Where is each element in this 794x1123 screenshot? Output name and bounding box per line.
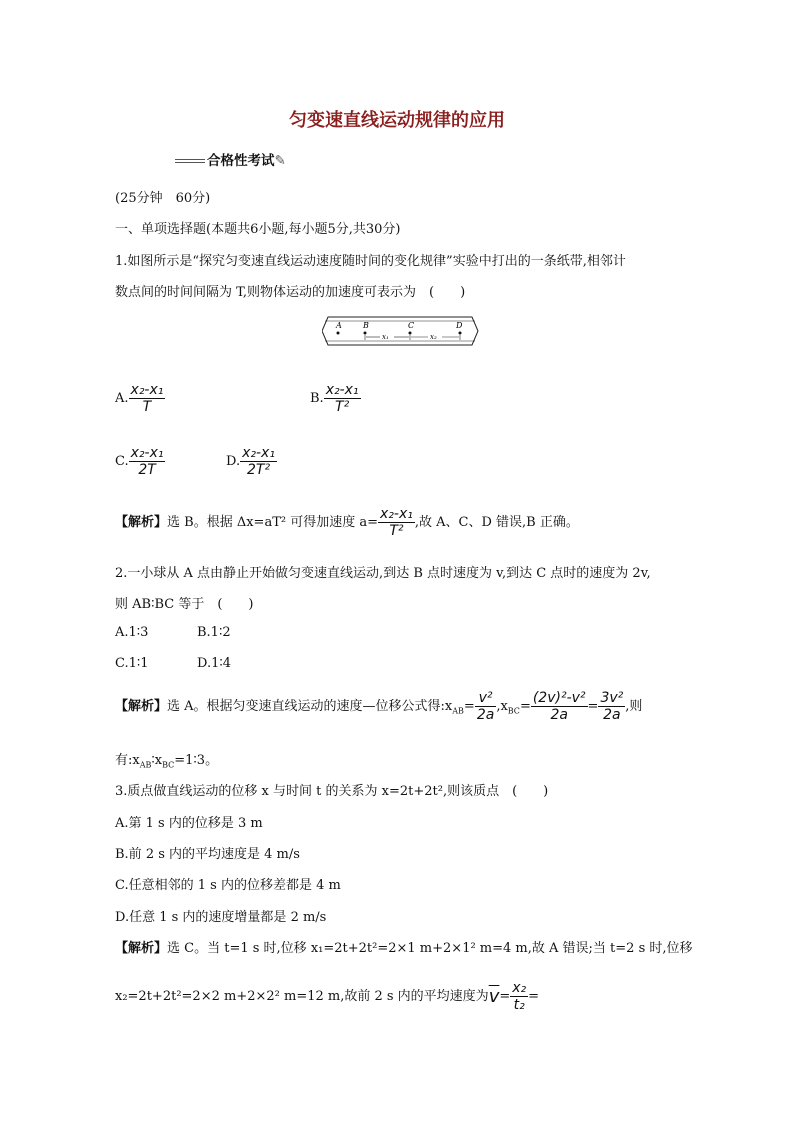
paper-tape-figure (322, 315, 482, 351)
analysis-line2-mid: ∶x (151, 753, 163, 768)
frac-den: T² (389, 523, 404, 540)
section-label: 合格性考试 (207, 153, 275, 169)
q3-option-c: C.任意相邻的 1 s 内的位移差都是 4 m (115, 878, 341, 893)
q1-analysis (115, 506, 579, 539)
equals: = (519, 699, 531, 715)
tape-point-a (337, 332, 340, 335)
q3-stem: 3.质点做直线运动的位移 x 与时间 t 的关系为 x=2t+2t²,则该质点 ( ) (115, 784, 549, 799)
frac-den: t₂ (513, 997, 525, 1014)
analysis-fraction (510, 980, 528, 1013)
q2-analysis-line2 (115, 749, 218, 770)
frac-num: x₂-x₁ (325, 382, 359, 398)
analysis-mark: 【解析】 (115, 699, 168, 715)
q2-analysis (115, 690, 642, 723)
frac-den: 2T (138, 462, 156, 479)
frac-num: (2v)²-v² (532, 690, 586, 706)
frac-den: T (142, 399, 152, 416)
equals: = (587, 699, 599, 715)
page-title: 匀变速直线运动规律的应用 (289, 110, 505, 131)
q1-stem-line1: 1.如图所示是“探究匀变速直线运动速度随时间的变化规律”实验中打出的一条纸带,相邻计 (115, 254, 626, 269)
q1-option-b (310, 382, 361, 415)
q3-option-a: A.第 1 s 内的位移是 3 m (115, 816, 263, 831)
tape-x1: x₁ (382, 333, 389, 341)
frac-den: 2a (550, 707, 568, 724)
q3-option-b: B.前 2 s 内的平均速度是 4 m/s (115, 847, 300, 862)
analysis-mid: ,x (496, 699, 508, 715)
tape-label-a: A (336, 321, 342, 330)
equals: = (499, 989, 511, 1005)
analysis-mark: 【解析】 (115, 515, 168, 531)
q2-option-c: C.1∶1 (115, 656, 149, 671)
fraction-1 (475, 690, 497, 723)
paper-tape-svg (322, 315, 482, 347)
equals: = (463, 699, 475, 715)
section-bar (175, 159, 205, 163)
tape-point-c (409, 332, 412, 335)
fraction-3 (598, 690, 625, 723)
q1-option-d (226, 445, 277, 478)
q1-stem-line2: 数点间的时间间隔为 T,则物体运动的加速度可表示为 ( ) (115, 285, 466, 300)
frac-den: 2a (476, 707, 495, 724)
option-label: D. (226, 454, 241, 470)
frac-den: T² (335, 399, 350, 416)
analysis-text: x₂=2t+2t²=2×2 m+2×2² m=12 m,故前 2 s 内的平均速度为 (115, 989, 489, 1005)
frac-num: v² (475, 690, 497, 707)
analysis-text: 选 A。根据匀变速直线运动的速度—位移公式得:x (167, 699, 453, 715)
frac-num: x₂-x₁ (380, 506, 413, 522)
equals-end: = (528, 989, 540, 1005)
tape-point-b (364, 332, 367, 335)
option-fraction (324, 382, 361, 415)
q1-option-c (115, 445, 165, 478)
option-label: A. (115, 391, 129, 407)
option-label: B. (310, 391, 324, 407)
tape-x2: x₂ (430, 333, 437, 341)
frac-num: x₂-x₁ (130, 382, 164, 398)
tape-label-b: B (363, 321, 369, 330)
analysis-tail: ,则 (625, 699, 643, 715)
analysis-text: 选 B。根据 Δx=aT² 可得加速度 a= (167, 515, 378, 531)
section-header (175, 149, 286, 169)
q2-option-b: B.1∶2 (197, 625, 231, 640)
q3-option-d: D.任意 1 s 内的速度增量都是 2 m/s (115, 910, 327, 925)
q2-stem-line2: 则 AB∶BC 等于 ( ) (115, 597, 254, 612)
frac-num: x₂-x₁ (130, 445, 164, 461)
q2-option-d: D.1∶4 (197, 656, 232, 671)
q1-option-a (115, 382, 165, 415)
analysis-mark: 【解析】 (115, 941, 168, 956)
frac-num: 3v² (600, 690, 624, 706)
option-fraction (240, 445, 277, 478)
frac-den: 2a (603, 707, 621, 724)
analysis-line2-start: 有:x (115, 753, 140, 768)
analysis-fraction (378, 506, 415, 539)
fraction-2 (531, 690, 588, 723)
mean-velocity-symbol: $\overline{v}$ (488, 986, 500, 1008)
q3-analysis-line1 (115, 937, 693, 956)
frac-num: x₂-x₁ (242, 445, 275, 461)
analysis-line2-end: =1∶3。 (174, 753, 219, 768)
sub-bc: BC (162, 760, 175, 770)
pencil-icon: ✎ (274, 153, 286, 169)
sub-bc: BC (507, 706, 520, 716)
frac-den: 2T² (246, 462, 271, 479)
q3-analysis-line2 (115, 980, 539, 1013)
tape-label-c: C (408, 321, 415, 330)
option-fraction (129, 445, 166, 478)
sub-ab: AB (452, 706, 464, 716)
analysis-text: 选 C。当 t=1 s 时,位移 x₁=2t+2t²=2×1 m+2×1² m=4 m,故 A 错误;当 t=2 s 时,位移 (167, 941, 693, 956)
analysis-text-end: ,故 A、C、D 错误,B 正确。 (414, 515, 579, 531)
tape-point-d (459, 332, 462, 335)
option-fraction (129, 382, 166, 415)
option-label: C. (115, 454, 129, 470)
tape-label-d: D (456, 321, 463, 330)
part-heading: 一、单项选择题(本题共6小题,每小题5分,共30分) (115, 222, 401, 237)
time-score: (25分钟 60分) (115, 191, 211, 206)
q2-stem-line1: 2.一小球从 A 点由静止开始做匀变速直线运动,到达 B 点时速度为 v,到达 C 点时的速度为 2v, (115, 566, 651, 581)
frac-num: x₂ (512, 980, 527, 996)
sub-ab: AB (139, 760, 152, 770)
q2-option-a: A.1∶3 (115, 625, 149, 640)
